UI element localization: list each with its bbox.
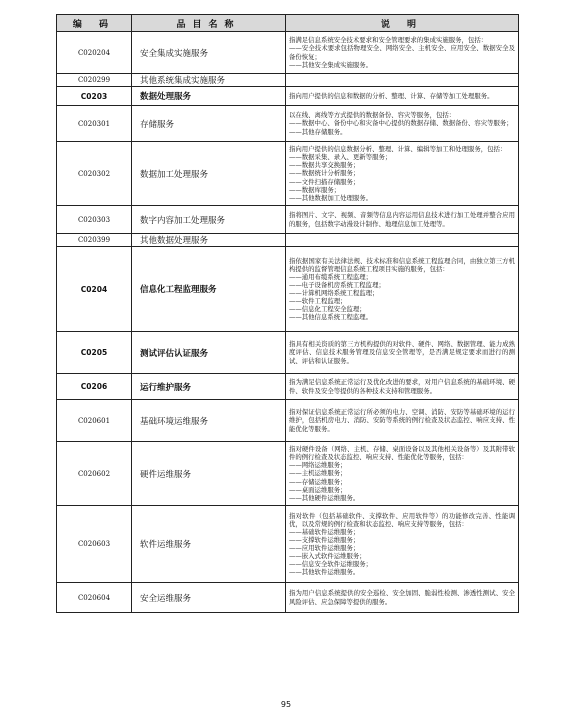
description-line: ——软件工程监理； bbox=[289, 297, 347, 306]
table-row bbox=[57, 400, 519, 442]
description-line: 以在线、离线等方式提供的数据备份、容灾等服务，包括： bbox=[289, 111, 456, 120]
description-line: ——文件扫描存储服务； bbox=[289, 177, 360, 186]
description-line: ——数据统计分析服务； bbox=[289, 169, 360, 178]
row-name: 数据处理服务 bbox=[132, 87, 286, 106]
description-line: 指满足信息系统安全技术要求和安全管理要求的集成实施服务，包括： bbox=[289, 36, 488, 45]
table-row bbox=[57, 206, 519, 234]
description-line: ——安全技术要求包括物理安全、网络安全、主机安全、应用安全、数据安全及备份恢复； bbox=[289, 44, 515, 61]
row-code: C0204 bbox=[57, 247, 132, 332]
row-name: 测试评估认证服务 bbox=[132, 332, 286, 374]
row-code: C020204 bbox=[57, 32, 132, 74]
table-row bbox=[57, 442, 519, 506]
table-row bbox=[57, 32, 519, 74]
row-code: C020604 bbox=[57, 583, 132, 613]
table-body bbox=[57, 32, 519, 613]
description-line: 指向用户提供的信息数据分析、整理、计算、编辑等加工和处理服务，包括： bbox=[289, 145, 507, 154]
description-line: 指依据国家有关法律法规、技术标准和信息系统工程监理合同，由独立第三方机构提供的监督管理信息系统工程项目实施的服务，包括： bbox=[289, 256, 515, 273]
table-row bbox=[57, 106, 519, 142]
row-description bbox=[286, 442, 519, 506]
description-line: ——计算机网络系统工程监理； bbox=[289, 289, 379, 297]
row-description bbox=[286, 74, 519, 87]
table-row bbox=[57, 142, 519, 206]
table-header-row bbox=[57, 15, 519, 32]
table-row bbox=[57, 234, 519, 247]
description-line: ——应用软件运维服务； bbox=[289, 544, 360, 552]
row-description bbox=[286, 583, 519, 613]
description-line: ——其他软件运维服务。 bbox=[289, 568, 360, 577]
header-code: 编 码 bbox=[57, 15, 132, 32]
description-line: ——基础软件运维服务； bbox=[289, 527, 360, 536]
row-name: 数字内容加工处理服务 bbox=[132, 206, 286, 234]
row-code: C0205 bbox=[57, 332, 132, 374]
row-code: C0203 bbox=[57, 87, 132, 106]
description-line: 指对硬件设备（网络、主机、存储、桌面设备以及其他相关设备等）及其附带软件的例行检查及状态监控、响应支持、性能优化等服务，包括： bbox=[289, 445, 515, 462]
row-code: C020301 bbox=[57, 106, 132, 142]
description-line: ——其他存储服务。 bbox=[289, 127, 347, 136]
row-code: C020299 bbox=[57, 74, 132, 87]
row-code: C020603 bbox=[57, 506, 132, 583]
description-line: 指为满足信息系统正常运行及优化改进的要求，对用户信息系统的基础环境、硬件、软件及安全等提供的各种技术支持和管理服务。 bbox=[289, 378, 515, 395]
description-line: ——嵌入式软件运维服务； bbox=[289, 552, 366, 561]
table-row bbox=[57, 374, 519, 400]
table-row bbox=[57, 583, 519, 613]
row-description bbox=[286, 332, 519, 374]
description-line: 指具有相关资质的第三方机构提供的对软件、硬件、网络、数据管理、能力成熟度评估、信息技术服务管理及信息安全管理等，是否满足规定要求而进行的测试、评估和认证服务。 bbox=[289, 340, 515, 365]
row-name: 其他数据处理服务 bbox=[132, 234, 286, 247]
row-name: 安全运维服务 bbox=[132, 583, 286, 613]
description-line: ——电子设备机房系统工程监理； bbox=[289, 280, 385, 289]
description-line: ——其他信息系统工程监理。 bbox=[289, 313, 373, 322]
description-line: ——其他安全集成实施服务。 bbox=[289, 60, 373, 69]
table-row bbox=[57, 74, 519, 87]
description-line: ——其他硬件运维服务。 bbox=[289, 493, 360, 502]
row-name: 数据加工处理服务 bbox=[132, 142, 286, 206]
description-line: ——信息安全软件运维服务； bbox=[289, 560, 373, 569]
description-line: ——其他数据加工处理服务。 bbox=[289, 193, 373, 202]
row-description bbox=[286, 247, 519, 332]
row-name: 安全集成实施服务 bbox=[132, 32, 286, 74]
row-name: 其他系统集成实施服务 bbox=[132, 74, 286, 87]
description-line: ——支撑软件运维服务； bbox=[289, 535, 360, 544]
description-line: 指对软件（包括基础软件、支撑软件、应用软件等）的功能修改完善、性能调优，以及常规的例行检查和状态监控、响应支持等服务，包括： bbox=[289, 511, 515, 528]
table-row bbox=[57, 332, 519, 374]
row-name: 软件运维服务 bbox=[132, 506, 286, 583]
description-line: 指为用户信息系统提供的安全巡检、安全加固、脆弱性检测、渗透性测试、安全风险评估、应急保障等提供的服务。 bbox=[289, 589, 515, 606]
description-line: ——存储运维服务； bbox=[289, 477, 347, 486]
row-name: 信息化工程监理服务 bbox=[132, 247, 286, 332]
description-line: ——数据中心、备份中心和灾备中心提供的数据存储、数据备份、容灾等服务； bbox=[289, 119, 513, 128]
table-row bbox=[57, 87, 519, 106]
table-row bbox=[57, 506, 519, 583]
description-line: ——数据共享交换服务； bbox=[289, 161, 360, 170]
row-description bbox=[286, 374, 519, 400]
row-name: 基础环境运维服务 bbox=[132, 400, 286, 442]
description-line: 指向用户提供的信息和数据的分析、整理、计算、存储等加工处理服务。 bbox=[289, 91, 494, 100]
description-line: 指对保证信息系统正常运行所必须的电力、空调、消防、安防等基础环境的运行维护，包括机房电力、消防、安防等系统的例行检查及状态监控、响应支持、性能优化等服务。 bbox=[289, 408, 515, 433]
description-line: ——信息化工程安全监理； bbox=[289, 305, 366, 314]
row-description bbox=[286, 506, 519, 583]
description-line: ——数据采集、录入、更新等服务； bbox=[289, 153, 392, 162]
row-code: C020303 bbox=[57, 206, 132, 234]
row-description bbox=[286, 106, 519, 142]
row-description bbox=[286, 87, 519, 106]
header-desc: 说 明 bbox=[286, 15, 519, 32]
row-code: C020302 bbox=[57, 142, 132, 206]
row-code: C020601 bbox=[57, 400, 132, 442]
table-row bbox=[57, 247, 519, 332]
description-line: ——主机运维服务； bbox=[289, 469, 347, 478]
row-code: C020602 bbox=[57, 442, 132, 506]
description-line: ——网络运维服务； bbox=[289, 461, 347, 470]
row-name: 存储服务 bbox=[132, 106, 286, 142]
header-name: 品目名称 bbox=[132, 15, 286, 32]
description-line: 指将图片、文字、视频、音频等信息内容运用信息技术进行加工处理并整合应用的服务，包括数字动漫设计制作、地理信息加工处理等。 bbox=[289, 211, 515, 228]
description-line: ——桌面运维服务； bbox=[289, 485, 347, 494]
description-line: ——数据库服务； bbox=[289, 185, 341, 194]
catalog-table bbox=[56, 14, 519, 613]
description-line: ——通用布缆系统工程监理； bbox=[289, 272, 373, 281]
row-code: C020399 bbox=[57, 234, 132, 247]
page-number: 95 bbox=[280, 700, 292, 709]
row-description bbox=[286, 234, 519, 247]
row-description bbox=[286, 32, 519, 74]
row-name: 运行维护服务 bbox=[132, 374, 286, 400]
row-description bbox=[286, 400, 519, 442]
row-description bbox=[286, 142, 519, 206]
row-code: C0206 bbox=[57, 374, 132, 400]
row-name: 硬件运维服务 bbox=[132, 442, 286, 506]
row-description bbox=[286, 206, 519, 234]
